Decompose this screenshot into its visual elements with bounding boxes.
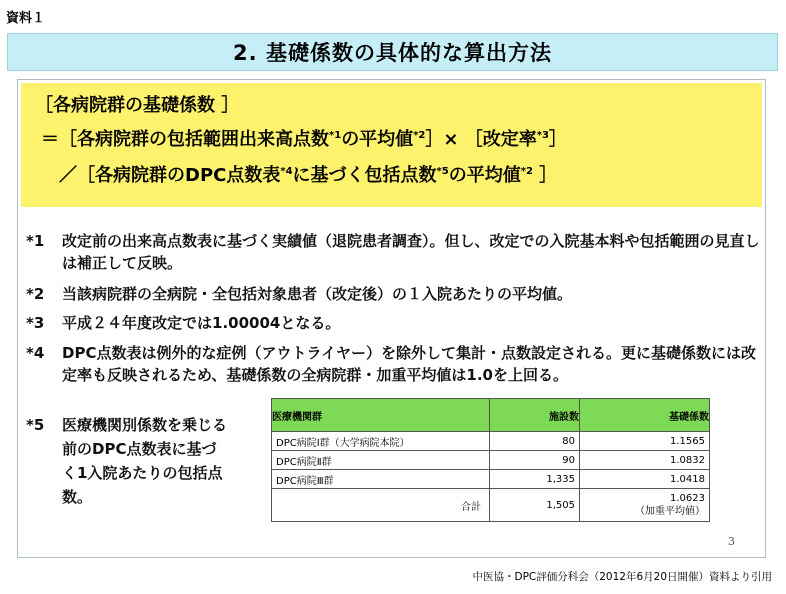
table-row bbox=[272, 451, 710, 470]
footnote-2 bbox=[26, 283, 761, 305]
footnote-ref: *4 bbox=[280, 166, 293, 177]
footnote-ref: *1 bbox=[329, 130, 342, 141]
footnote-mark: *1 bbox=[26, 232, 45, 250]
footnote-text: 改定前の出来高点数表に基づく実績値（退院患者調査）。但し、改定での入院基本料や包括範囲の見直しは補正して反映。 bbox=[62, 232, 760, 272]
column-header-group: 医療機関群 bbox=[272, 399, 490, 432]
total-coefficient: 1.0623 bbox=[670, 493, 705, 504]
cell-group: DPC病院Ⅲ群 bbox=[272, 470, 490, 489]
table-row bbox=[272, 470, 710, 489]
footnote-text: 平成２４年度改定では1.00004となる。 bbox=[62, 314, 341, 332]
formula-text: の平均値 bbox=[448, 165, 521, 186]
total-count: 1,505 bbox=[490, 489, 580, 522]
column-header-count: 施設数 bbox=[490, 399, 580, 432]
footnote-4 bbox=[26, 342, 761, 386]
footnote-ref: *2 bbox=[520, 166, 533, 177]
cell-count: 1,335 bbox=[490, 470, 580, 489]
cell-coefficient: 1.0418 bbox=[580, 470, 710, 489]
formula-text: ］ bbox=[548, 129, 567, 150]
footnote-ref: *5 bbox=[436, 166, 449, 177]
coefficient-table bbox=[271, 398, 710, 522]
footnote-mark: *3 bbox=[26, 314, 45, 332]
slide-title: 2. 基礎係数の具体的な算出方法 bbox=[7, 33, 778, 71]
formula-text: ／［各病院群のDPC点数表 bbox=[59, 165, 281, 186]
cell-coefficient: 1.1565 bbox=[580, 432, 710, 451]
slide-content bbox=[17, 79, 766, 558]
footnote-ref: *2 bbox=[413, 130, 426, 141]
formula-text: ［各病院群の基礎係数 ］ bbox=[35, 95, 240, 116]
formula-text: ＝［各病院群の包括範囲出来高点数 bbox=[41, 129, 329, 150]
formula-text: の平均値 bbox=[341, 129, 414, 150]
cell-group: DPC病院Ⅱ群 bbox=[272, 451, 490, 470]
total-coefficient-note: （加重平均値） bbox=[635, 506, 705, 517]
table-header-row bbox=[272, 399, 710, 432]
source-citation: 中医協・DPC評価分科会（2012年6月20日開催）資料より引用 bbox=[472, 571, 772, 583]
formula-text: ］ bbox=[532, 165, 558, 186]
footnote-text: 当該病院群の全病院・全包括対象患者（改定後）の１入院あたりの平均値。 bbox=[62, 285, 573, 303]
document-label: 資料１ bbox=[6, 11, 46, 26]
formula-line-3 bbox=[59, 161, 557, 187]
table-row bbox=[272, 432, 710, 451]
footnote-mark: *4 bbox=[26, 344, 45, 362]
page-number: 3 bbox=[728, 535, 735, 548]
footnote-1 bbox=[26, 230, 761, 274]
footnote-5 bbox=[26, 413, 231, 509]
formula-text: ］× ［改定率 bbox=[425, 129, 537, 150]
table-total-row bbox=[272, 489, 710, 522]
footnote-mark: *5 bbox=[26, 416, 45, 434]
footnote-text: DPC点数表は例外的な症例（アウトライヤー）を除外して集計・点数設定される。更に基礎係数には改定率も反映されるため、基礎係数の全病院群・加重平均値は1.0を上回る。 bbox=[62, 344, 757, 384]
footnote-3 bbox=[26, 312, 761, 334]
cell-coefficient: 1.0832 bbox=[580, 451, 710, 470]
formula-text: に基づく包括点数 bbox=[292, 165, 437, 186]
formula-box bbox=[21, 83, 762, 207]
total-coefficient-cell bbox=[580, 489, 710, 522]
cell-count: 90 bbox=[490, 451, 580, 470]
total-label: 合計 bbox=[272, 489, 490, 522]
cell-count: 80 bbox=[490, 432, 580, 451]
footnote-ref: *3 bbox=[536, 130, 549, 141]
cell-group: DPC病院Ⅰ群（大学病院本院） bbox=[272, 432, 490, 451]
footnote-text: 医療機関別係数を乗じる前のDPC点数表に基づく1入院あたりの包括点数。 bbox=[62, 416, 228, 506]
formula-line-2 bbox=[41, 125, 567, 151]
column-header-coefficient: 基礎係数 bbox=[580, 399, 710, 432]
footnote-mark: *2 bbox=[26, 285, 45, 303]
formula-line-1 bbox=[35, 91, 239, 117]
